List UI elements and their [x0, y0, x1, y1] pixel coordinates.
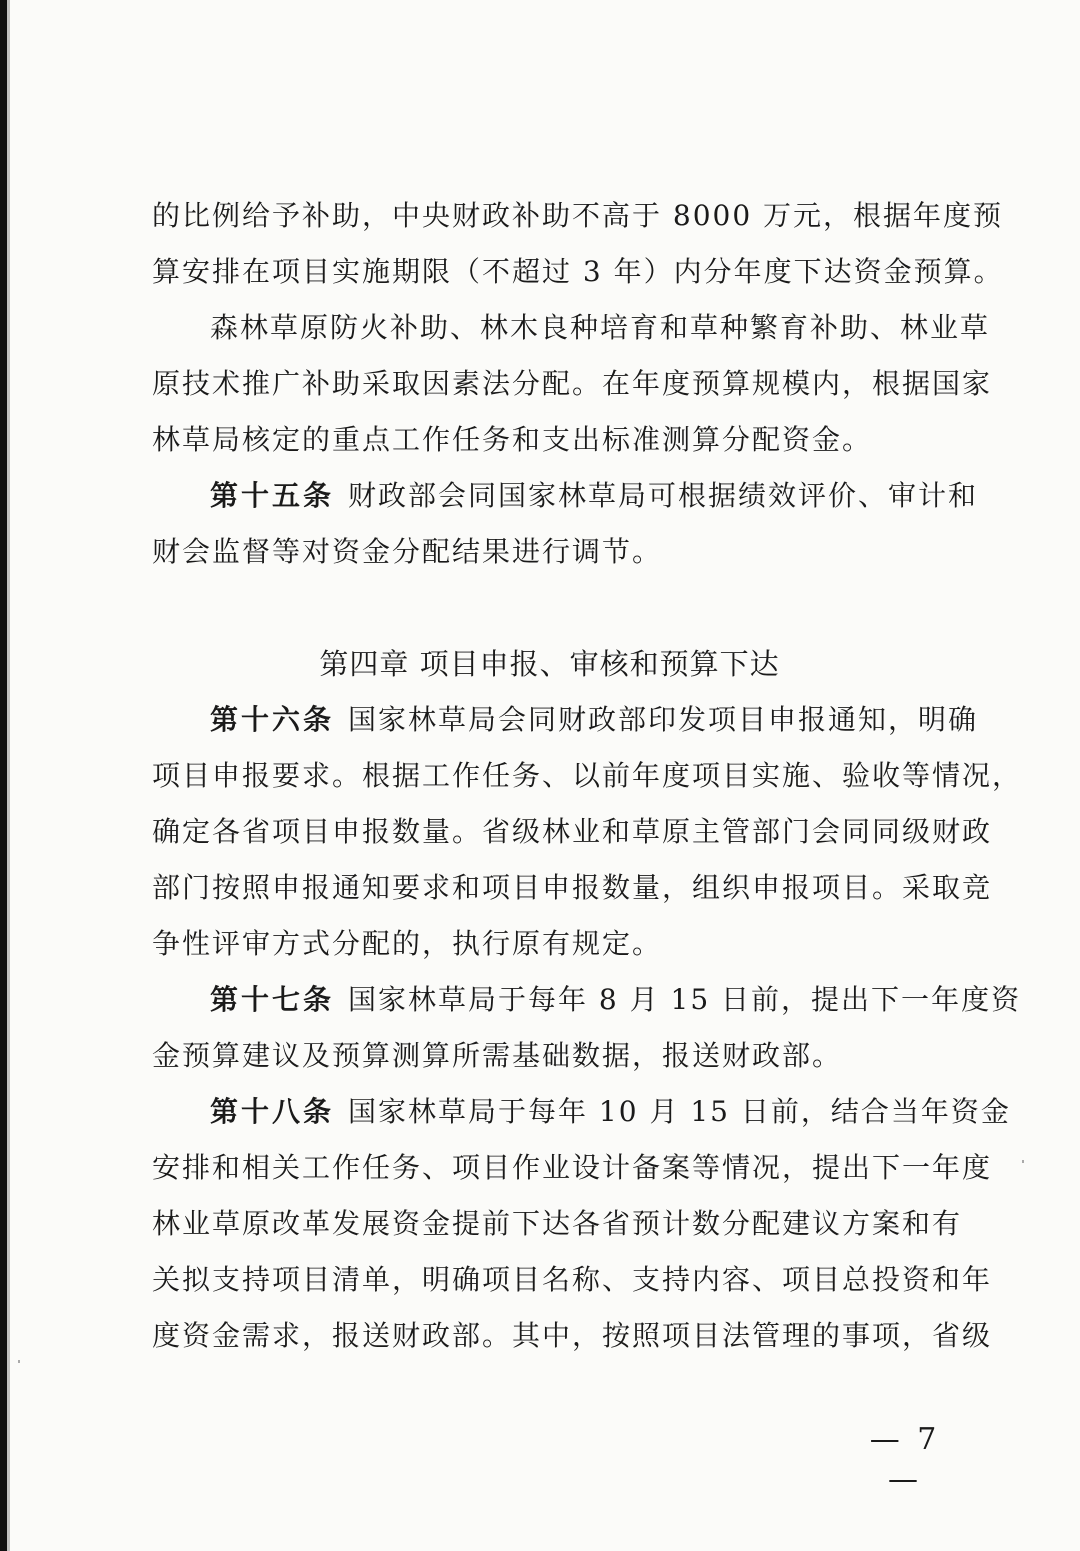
text-line: 项目申报要求。根据工作任务、以前年度项目实施、验收等情况， — [152, 759, 1023, 792]
scan-edge-shadow — [0, 0, 7, 1551]
scan-speck — [18, 1360, 20, 1363]
text-line: 森林草原防火补助、林木良种培育和草种繁育补助、林业草 — [210, 311, 991, 344]
scan-speck — [1022, 1160, 1024, 1163]
text-line: 度资金需求，报送财政部。其中，按照项目法管理的事项，省级 — [152, 1319, 993, 1352]
article-17-first-line — [210, 974, 1022, 1026]
text-line: 的比例给予补助，中央财政补助不高于 8000 万元，根据年度预 — [152, 199, 1004, 232]
text-line: 金预算建议及预算测算所需基础数据，报送财政部。 — [152, 1039, 843, 1072]
text-line: 国家林草局于每年 8 月 15 日前，提出下一年度资 — [348, 983, 1022, 1016]
text-line: 安排和相关工作任务、项目作业设计备案等情况，提出下一年度 — [152, 1151, 993, 1184]
chapter-title: 第四章 项目申报、审核和预算下达 — [319, 647, 780, 681]
text-line: 算安排在项目实施期限（不超过 3 年）内分年度下达资金预算。 — [152, 255, 1004, 288]
article-17-heading: 第十七条 — [210, 983, 335, 1016]
article-16-heading: 第十六条 — [210, 703, 335, 736]
page-number: — 7 — — [869, 1422, 941, 1497]
article-16-first-line — [210, 694, 979, 746]
text-line: 确定各省项目申报数量。省级林业和草原主管部门会同同级财政 — [152, 815, 993, 848]
text-line: 财会监督等对资金分配结果进行调节。 — [152, 535, 663, 568]
article-18-first-line — [210, 1086, 1011, 1138]
text-line: 林业草原改革发展资金提前下达各省预计数分配建议方案和有 — [152, 1207, 963, 1240]
article-15-heading: 第十五条 — [210, 479, 335, 512]
text-line: 国家林草局于每年 10 月 15 日前，结合当年资金 — [348, 1095, 1011, 1128]
text-line: 关拟支持项目清单，明确项目名称、支持内容、项目总投资和年 — [152, 1263, 993, 1296]
text-line: 财政部会同国家林草局可根据绩效评价、审计和 — [348, 479, 979, 512]
text-line: 争性评审方式分配的，执行原有规定。 — [152, 927, 663, 960]
scan-edge-gradient — [7, 0, 10, 1551]
text-line: 林草局核定的重点工作任务和支出标准测算分配资金。 — [152, 423, 873, 456]
article-18-heading: 第十八条 — [210, 1095, 335, 1128]
article-15-first-line — [210, 470, 979, 522]
text-line: 国家林草局会同财政部印发项目申报通知，明确 — [348, 703, 979, 736]
text-line: 原技术推广补助采取因素法分配。在年度预算规模内，根据国家 — [152, 367, 993, 400]
text-line: 部门按照申报通知要求和项目申报数量，组织申报项目。采取竞 — [152, 871, 993, 904]
